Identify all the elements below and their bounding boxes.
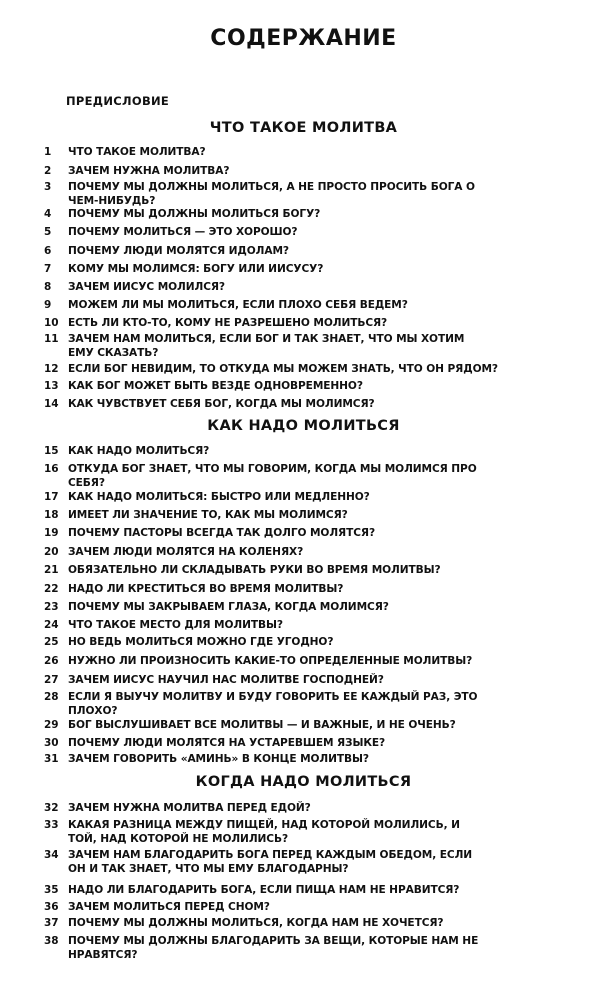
item-number: 35 [44, 884, 59, 896]
item-title [68, 490, 566, 504]
item-title [68, 883, 566, 897]
item-title-line: ЗАЧЕМ НУЖНА МОЛИТВА ПЕРЕД ЕДОЙ? [68, 802, 311, 814]
item-title-line: ЕМУ СКАЗАТЬ? [68, 347, 159, 359]
item-title [68, 600, 566, 614]
preface-entry: ПРЕДИСЛОВИЕ [66, 94, 170, 108]
item-title-line: ЗАЧЕМ ИИСУС МОЛИЛСЯ? [68, 281, 225, 293]
item-number: 33 [44, 819, 59, 831]
item-title-line: ИМЕЕТ ЛИ ЗНАЧЕНИЕ ТО, КАК МЫ МОЛИМСЯ? [68, 509, 348, 521]
item-number: 17 [44, 491, 59, 503]
item-title [68, 316, 566, 330]
item-number: 6 [44, 245, 52, 257]
item-number: 28 [44, 691, 59, 703]
item-title-line: ТОЙ, НАД КОТОРОЙ НЕ МОЛИЛИСЬ? [68, 833, 288, 845]
item-title-line: НРАВЯТСЯ? [68, 949, 138, 961]
item-number: 30 [44, 737, 59, 749]
item-title-line: НАДО ЛИ КРЕСТИТЬСЯ ВО ВРЕМЯ МОЛИТВЫ? [68, 583, 344, 595]
item-title-line: НУЖНО ЛИ ПРОИЗНОСИТЬ КАКИЕ-ТО ОПРЕДЕЛЕННЫЕ МОЛИТВЫ? [68, 655, 473, 667]
item-title-line: ПОЧЕМУ ЛЮДИ МОЛЯТСЯ ИДОЛАМ? [68, 245, 289, 257]
item-number: 18 [44, 509, 59, 521]
item-title [68, 180, 566, 208]
item-title-line: ЧЕМ-НИБУДЬ? [68, 195, 156, 207]
item-title-line: НАДО ЛИ БЛАГОДАРИТЬ БОГА, ЕСЛИ ПИЩА НАМ НЕ НРАВИТСЯ? [68, 884, 460, 896]
item-title [68, 654, 566, 668]
item-title [68, 526, 566, 540]
item-title-line: ПОЧЕМУ МЫ ДОЛЖНЫ МОЛИТЬСЯ, А НЕ ПРОСТО ПРОСИТЬ БОГА О [68, 181, 475, 193]
item-title-line: ЗАЧЕМ ИИСУС НАУЧИЛ НАС МОЛИТВЕ ГОСПОДНЕЙ? [68, 674, 384, 686]
item-number: 27 [44, 674, 59, 686]
page-title: СОДЕРЖАНИЕ [210, 26, 397, 51]
item-number: 23 [44, 601, 59, 613]
item-title [68, 801, 566, 815]
item-title [68, 545, 566, 559]
item-title [68, 332, 566, 360]
item-number: 7 [44, 263, 52, 275]
item-number: 25 [44, 636, 59, 648]
item-title-line: ЕСЛИ Я ВЫУЧУ МОЛИТВУ И БУДУ ГОВОРИТЬ ЕЕ КАЖДЫЙ РАЗ, ЭТО [68, 691, 478, 703]
item-number: 34 [44, 849, 59, 861]
item-title-line: КАК БОГ МОЖЕТ БЫТЬ ВЕЗДЕ ОДНОВРЕМЕННО? [68, 380, 363, 392]
item-title-line: ПОЧЕМУ МЫ ЗАКРЫВАЕМ ГЛАЗА, КОГДА МОЛИМСЯ? [68, 601, 389, 613]
item-title [68, 207, 566, 221]
item-number: 15 [44, 445, 59, 457]
item-title [68, 145, 566, 159]
item-title-line: ЕСТЬ ЛИ КТО-ТО, КОМУ НЕ РАЗРЕШЕНО МОЛИТЬСЯ? [68, 317, 388, 329]
item-number: 37 [44, 917, 59, 929]
item-title-line: ЗАЧЕМ НАМ БЛАГОДАРИТЬ БОГА ПЕРЕД КАЖДЫМ ОБЕДОМ, ЕСЛИ [68, 849, 473, 861]
item-title-line: КАК ЧУВСТВУЕТ СЕБЯ БОГ, КОГДА МЫ МОЛИМСЯ? [68, 398, 375, 410]
item-title [68, 164, 566, 178]
item-title [68, 718, 566, 732]
item-title [68, 362, 566, 376]
item-title [68, 298, 566, 312]
item-number: 24 [44, 619, 59, 631]
item-number: 38 [44, 935, 59, 947]
item-title-line: ЗАЧЕМ НАМ МОЛИТЬСЯ, ЕСЛИ БОГ И ТАК ЗНАЕТ, ЧТО МЫ ХОТИМ [68, 333, 465, 345]
item-number: 19 [44, 527, 59, 539]
item-number: 21 [44, 564, 59, 576]
item-number: 5 [44, 226, 52, 238]
item-title-line: КАК НАДО МОЛИТЬСЯ: БЫСТРО ИЛИ МЕДЛЕННО? [68, 491, 370, 503]
item-title [68, 848, 566, 876]
item-title [68, 618, 566, 632]
section-heading: КОГДА НАДО МОЛИТЬСЯ [195, 774, 412, 790]
item-title-line: БОГ ВЫСЛУШИВАЕТ ВСЕ МОЛИТВЫ — И ВАЖНЫЕ, И НЕ ОЧЕНЬ? [68, 719, 456, 731]
item-title-line: ЧТО ТАКОЕ МЕСТО ДЛЯ МОЛИТВЫ? [68, 619, 283, 631]
section-heading: ЧТО ТАКОЕ МОЛИТВА [209, 120, 398, 136]
item-title-line: ЗАЧЕМ ЛЮДИ МОЛЯТСЯ НА КОЛЕНЯХ? [68, 546, 304, 558]
item-title-line: ПОЧЕМУ МЫ ДОЛЖНЫ МОЛИТЬСЯ БОГУ? [68, 208, 321, 220]
item-title-line: ПЛОХО? [68, 705, 118, 717]
item-title-line: ПОЧЕМУ МОЛИТЬСЯ — ЭТО ХОРОШО? [68, 226, 298, 238]
item-number: 3 [44, 181, 52, 193]
item-title [68, 280, 566, 294]
item-title [68, 444, 566, 458]
item-title [68, 225, 566, 239]
item-title [68, 462, 566, 490]
item-title-line: ЗАЧЕМ ГОВОРИТЬ «АМИНЬ» В КОНЦЕ МОЛИТВЫ? [68, 753, 369, 765]
item-number: 12 [44, 363, 59, 375]
item-title [68, 934, 566, 962]
item-number: 36 [44, 901, 59, 913]
item-title-line: ЗАЧЕМ МОЛИТЬСЯ ПЕРЕД СНОМ? [68, 901, 270, 913]
item-title [68, 508, 566, 522]
item-title-line: ОБЯЗАТЕЛЬНО ЛИ СКЛАДЫВАТЬ РУКИ ВО ВРЕМЯ МОЛИТВЫ? [68, 564, 441, 576]
item-title [68, 752, 566, 766]
item-title-line: КОМУ МЫ МОЛИМСЯ: БОГУ ИЛИ ИИСУСУ? [68, 263, 324, 275]
item-number: 13 [44, 380, 59, 392]
section-heading: КАК НАДО МОЛИТЬСЯ [207, 418, 400, 434]
item-title [68, 582, 566, 596]
item-number: 8 [44, 281, 52, 293]
item-title-line: НО ВЕДЬ МОЛИТЬСЯ МОЖНО ГДЕ УГОДНО? [68, 636, 334, 648]
item-number: 14 [44, 398, 59, 410]
item-title-line: МОЖЕМ ЛИ МЫ МОЛИТЬСЯ, ЕСЛИ ПЛОХО СЕБЯ ВЕДЕМ? [68, 299, 408, 311]
item-number: 4 [44, 208, 52, 220]
item-title-line: КАКАЯ РАЗНИЦА МЕЖДУ ПИЩЕЙ, НАД КОТОРОЙ МОЛИЛИСЬ, И [68, 819, 460, 831]
item-title [68, 262, 566, 276]
item-title-line: ЧТО ТАКОЕ МОЛИТВА? [68, 146, 206, 158]
item-number: 16 [44, 463, 59, 475]
item-title [68, 690, 566, 718]
item-title [68, 244, 566, 258]
item-number: 31 [44, 753, 59, 765]
item-title [68, 635, 566, 649]
item-title-line: ПОЧЕМУ ЛЮДИ МОЛЯТСЯ НА УСТАРЕВШЕМ ЯЗЫКЕ? [68, 737, 386, 749]
item-title [68, 818, 566, 846]
item-title-line: СЕБЯ? [68, 477, 105, 489]
item-title-line: ПОЧЕМУ МЫ ДОЛЖНЫ БЛАГОДАРИТЬ ЗА ВЕЩИ, КОТОРЫЕ НАМ НЕ [68, 935, 479, 947]
item-title-line: ОТКУДА БОГ ЗНАЕТ, ЧТО МЫ ГОВОРИМ, КОГДА МЫ МОЛИМСЯ ПРО [68, 463, 477, 475]
item-title-line: ЕСЛИ БОГ НЕВИДИМ, ТО ОТКУДА МЫ МОЖЕМ ЗНАТЬ, ЧТО ОН РЯДОМ? [68, 363, 498, 375]
item-number: 11 [44, 333, 59, 345]
item-title-line: КАК НАДО МОЛИТЬСЯ? [68, 445, 210, 457]
item-number: 2 [44, 165, 52, 177]
item-title [68, 736, 566, 750]
item-title-line: ОН И ТАК ЗНАЕТ, ЧТО МЫ ЕМУ БЛАГОДАРНЫ? [68, 863, 349, 875]
item-title [68, 563, 566, 577]
item-number: 1 [44, 146, 52, 158]
item-number: 20 [44, 546, 59, 558]
item-number: 26 [44, 655, 59, 667]
item-title [68, 900, 566, 914]
item-title-line: ПОЧЕМУ МЫ ДОЛЖНЫ МОЛИТЬСЯ, КОГДА НАМ НЕ ХОЧЕТСЯ? [68, 917, 444, 929]
item-number: 22 [44, 583, 59, 595]
item-number: 9 [44, 299, 52, 311]
item-number: 32 [44, 802, 59, 814]
item-title [68, 916, 566, 930]
item-title [68, 379, 566, 393]
item-number: 10 [44, 317, 59, 329]
item-title [68, 397, 566, 411]
item-title [68, 673, 566, 687]
item-title-line: ПОЧЕМУ ПАСТОРЫ ВСЕГДА ТАК ДОЛГО МОЛЯТСЯ? [68, 527, 375, 539]
item-number: 29 [44, 719, 59, 731]
item-title-line: ЗАЧЕМ НУЖНА МОЛИТВА? [68, 165, 230, 177]
